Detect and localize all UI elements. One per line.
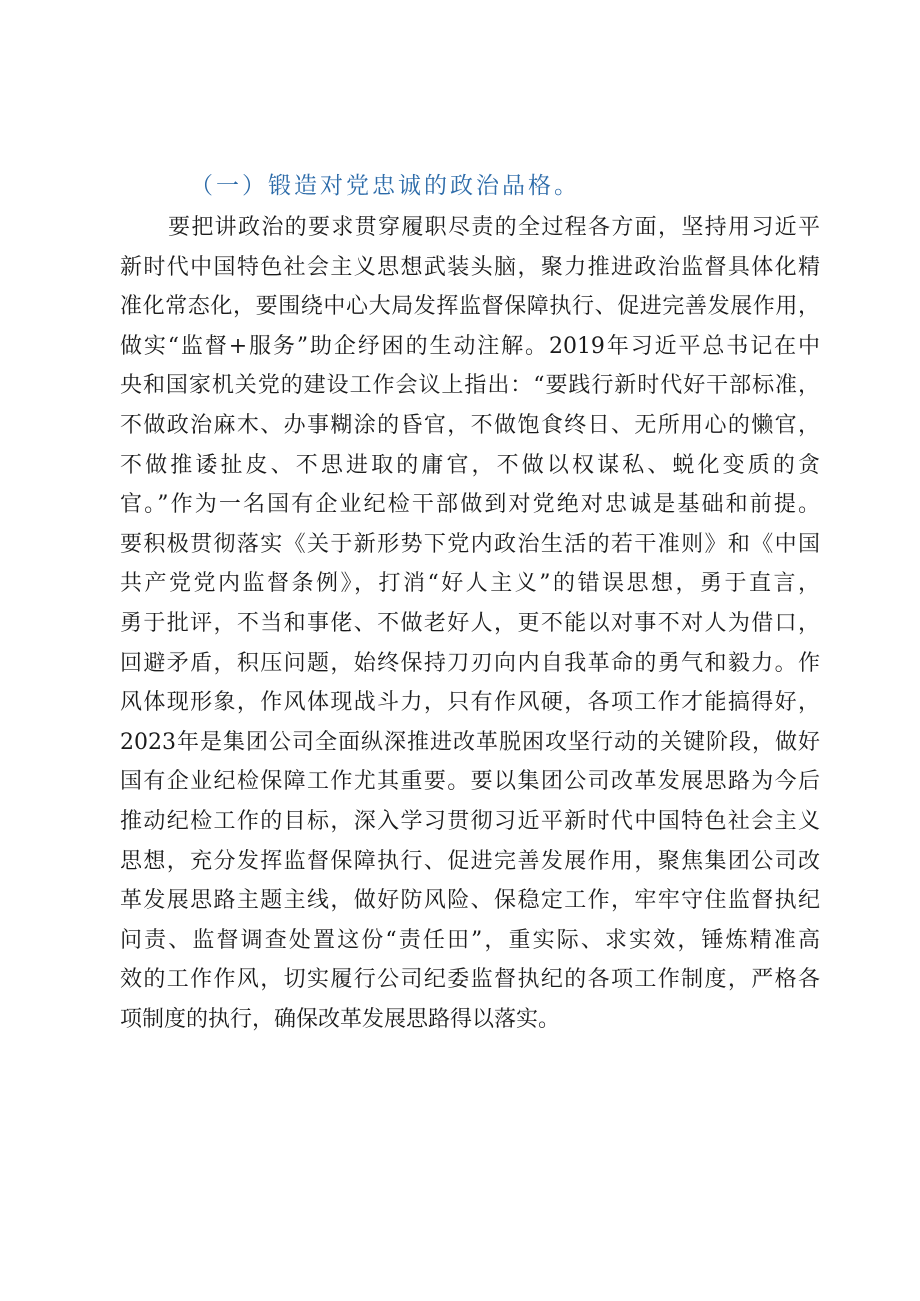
text-line: 项制度的执行，确保改革发展思路得以落实。: [120, 1006, 561, 1032]
text-line: 要积极贯彻落实《关于新形势下党内政治生活的若干准则》和《中国: [120, 531, 820, 557]
text-line: 革发展思路主题主线，做好防风险、保稳定工作，牢牢守住监督执纪: [120, 888, 820, 914]
text-line: 不做推诿扯皮、不思进取的庸官，不做以权谋私、蜕化变质的贪: [120, 452, 820, 478]
text-line: 2023年是集团公司全面纵深推进改革脱困攻坚行动的关键阶段，做好: [120, 729, 820, 755]
text-line: 勇于批评，不当和事佬、不做老好人，更不能以对事不对人为借口，: [120, 610, 820, 636]
text-line: 效的工作作风，切实履行公司纪委监督执纪的各项工作制度，严格各: [120, 967, 820, 993]
text-line: 思想，充分发挥监督保障执行、促进完善发展作用，聚焦集团公司改: [120, 848, 820, 874]
text-line: 回避矛盾，积压问题，始终保持刀刃向内自我革命的勇气和毅力。作: [120, 650, 820, 676]
text-line: 官。”作为一名国有企业纪检干部做到对党绝对忠诚是基础和前提。: [120, 492, 820, 518]
text-line: 国有企业纪检保障工作尤其重要。要以集团公司改革发展思路为今后: [120, 769, 820, 795]
text-line: 风体现形象，作风体现战斗力，只有作风硬，各项工作才能搞得好，: [120, 690, 820, 716]
text-line: 做实“监督+服务”助企纾困的生动注解。2019年习近平总书记在中: [120, 333, 820, 359]
text-line: 要把讲政治的要求贯穿履职尽责的全过程各方面，坚持用习近平: [168, 215, 820, 240]
section-heading: （一）锻造对党忠诚的政治品格。: [190, 173, 580, 199]
text-line: 央和国家机关党的建设工作会议上指出：“要践行新时代好干部标准，: [120, 373, 820, 399]
text-line: 问责、监督调查处置这份“责任田”，重实际、求实效，锤炼精准高: [120, 927, 820, 953]
text-line: 准化常态化，要围绕中心大局发挥监督保障执行、促进完善发展作用，: [120, 294, 820, 320]
text-line: 推动纪检工作的目标，深入学习贯彻习近平新时代中国特色社会主义: [120, 808, 820, 834]
text-line: 不做政治麻木、办事糊涂的昏官，不做饱食终日、无所用心的懒官，: [120, 412, 820, 438]
text-line: 共产党党内监督条例》，打消“好人主义”的错误思想，勇于直言，: [120, 571, 820, 597]
section-body: [120, 208, 820, 1039]
text-line: 新时代中国特色社会主义思想武装头脑，聚力推进政治监督具体化精: [120, 254, 820, 280]
